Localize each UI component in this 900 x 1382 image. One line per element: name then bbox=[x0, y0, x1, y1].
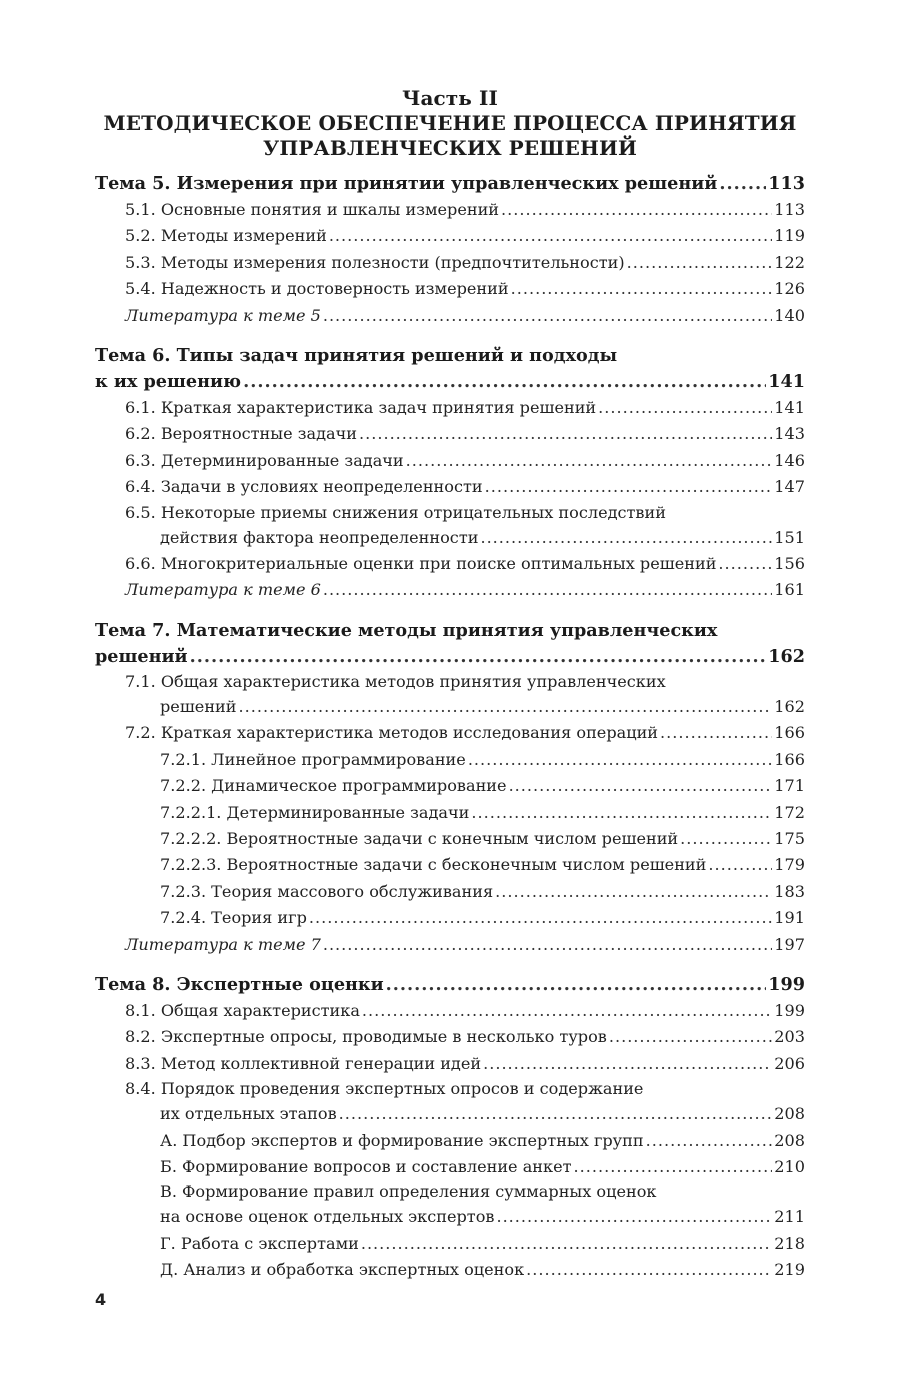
toc-topic-block bbox=[95, 972, 805, 1284]
toc-section-entry-text: 5.4. Надежность и достоверность измерений bbox=[125, 279, 509, 299]
toc-subsection-entry-page: 179 bbox=[774, 855, 805, 875]
toc-section-entry-page: 166 bbox=[774, 723, 805, 743]
toc-topic-heading-text: Тема 5. Измерения при принятии управленческих решений bbox=[95, 173, 718, 194]
toc-section-entry[interactable] bbox=[95, 421, 805, 447]
toc-section-entry-text: 6.1. Краткая характеристика задач принятия решений bbox=[125, 398, 597, 418]
toc-section-entry-text: 5.3. Методы измерения полезности (предпочтительности) bbox=[125, 252, 625, 272]
toc-subsection-entry[interactable] bbox=[95, 1231, 805, 1257]
dot-leader bbox=[627, 250, 773, 276]
toc-section-entry-text: 8.4. Порядок проведения экспертных опросов и содержание bbox=[125, 1079, 644, 1099]
toc-topic-heading[interactable] bbox=[95, 618, 805, 670]
toc-section-entry-page: 113 bbox=[774, 200, 805, 219]
dot-leader bbox=[329, 223, 772, 249]
toc-section-entry[interactable] bbox=[95, 1051, 805, 1077]
toc-section-entry-text: 5.2. Методы измерений bbox=[125, 226, 327, 246]
toc-section-entry-page: 162 bbox=[774, 696, 805, 716]
dot-leader bbox=[609, 1024, 772, 1050]
toc-section-entry[interactable] bbox=[95, 1024, 805, 1050]
toc-section-entry-page: 156 bbox=[774, 554, 805, 574]
toc-subsection-entry-text: Д. Анализ и обработка экспертных оценок bbox=[160, 1260, 525, 1280]
toc-literature-entry-page: 161 bbox=[774, 580, 805, 600]
toc-section-entry[interactable] bbox=[95, 223, 805, 249]
dot-leader bbox=[480, 525, 772, 551]
dot-leader bbox=[718, 551, 772, 577]
toc-section-entry-text: их отдельных этапов bbox=[160, 1104, 337, 1124]
toc-section-entry-text: 6.3. Детерминированные задачи bbox=[125, 450, 404, 470]
toc-subsection-entry[interactable] bbox=[95, 747, 805, 773]
toc-subsection-entry-text: 7.2.1. Линейное программирование bbox=[160, 749, 466, 769]
toc-section-entry[interactable] bbox=[95, 448, 805, 474]
dot-leader bbox=[719, 171, 766, 197]
toc-section-entry[interactable] bbox=[95, 1077, 805, 1127]
toc-section-entry-text: 6.6. Многокритериальные оценки при поиске оптимальных решений bbox=[125, 554, 717, 574]
table-of-contents bbox=[95, 171, 805, 1284]
toc-literature-entry[interactable] bbox=[95, 577, 805, 603]
dot-leader bbox=[680, 826, 772, 852]
dot-leader bbox=[323, 932, 772, 958]
dot-leader bbox=[406, 448, 773, 474]
toc-section-entry-text: 6.5. Некоторые приемы снижения отрицательных последствий bbox=[125, 502, 666, 522]
toc-subsection-entry-text: 7.2.2.1. Детерминированные задачи bbox=[160, 802, 470, 822]
toc-section-entry[interactable] bbox=[95, 474, 805, 500]
toc-literature-entry-text: Литература к теме 6 bbox=[125, 580, 321, 600]
toc-section-entry-page: 146 bbox=[774, 450, 805, 470]
toc-section-entry[interactable] bbox=[95, 551, 805, 577]
dot-leader bbox=[574, 1154, 773, 1180]
toc-subsection-entry-page: 171 bbox=[774, 776, 805, 796]
toc-subsection-entry[interactable] bbox=[95, 879, 805, 905]
toc-subsection-entry[interactable] bbox=[95, 773, 805, 799]
toc-literature-entry-text: Литература к теме 7 bbox=[125, 934, 321, 954]
toc-section-entry-page: 147 bbox=[774, 477, 805, 497]
toc-topic-heading[interactable] bbox=[95, 171, 805, 197]
toc-topic-heading-text: Тема 6. Типы задач принятия решений и подходы bbox=[95, 345, 618, 367]
toc-section-entry-text: 8.1. Общая характеристика bbox=[125, 1000, 360, 1020]
toc-subsection-entry-page: 219 bbox=[774, 1260, 805, 1280]
toc-subsection-entry[interactable] bbox=[95, 1180, 805, 1230]
toc-section-entry[interactable] bbox=[95, 501, 805, 551]
toc-subsection-entry-text: Б. Формирование вопросов и составление анкет bbox=[160, 1156, 572, 1176]
toc-section-entry-page: 206 bbox=[774, 1053, 805, 1073]
toc-section-entry-page: 119 bbox=[774, 226, 805, 246]
toc-subsection-entry[interactable] bbox=[95, 1154, 805, 1180]
part-label: Часть II bbox=[402, 86, 498, 110]
dot-leader bbox=[483, 1051, 772, 1077]
toc-subsection-entry-text: 7.2.2.3. Вероятностные задачи с бесконечным числом решений bbox=[160, 855, 707, 875]
toc-subsection-entry[interactable] bbox=[95, 852, 805, 878]
toc-section-entry-page: 143 bbox=[774, 424, 805, 444]
toc-subsection-entry-page: 175 bbox=[774, 828, 805, 848]
toc-section-entry-text: 8.3. Метод коллективной генерации идей bbox=[125, 1053, 482, 1073]
toc-section-entry-page: 122 bbox=[774, 252, 805, 272]
dot-leader bbox=[309, 905, 772, 931]
part-title-line-1: МЕТОДИЧЕСКОЕ ОБЕСПЕЧЕНИЕ ПРОЦЕССА ПРИНЯТИЯ bbox=[103, 111, 797, 135]
dot-leader bbox=[598, 395, 772, 421]
toc-subsection-entry-page: 166 bbox=[774, 749, 805, 769]
toc-topic-heading-text: Тема 7. Математические методы принятия управленческих bbox=[95, 619, 718, 641]
dot-leader bbox=[660, 720, 772, 746]
toc-section-entry[interactable] bbox=[95, 670, 805, 720]
toc-literature-entry[interactable] bbox=[95, 932, 805, 958]
toc-subsection-entry-text: Г. Работа с экспертами bbox=[160, 1233, 359, 1253]
toc-section-entry[interactable] bbox=[95, 395, 805, 421]
toc-section-entry[interactable] bbox=[95, 197, 805, 223]
dot-leader bbox=[386, 972, 767, 998]
toc-subsection-entry-text: А. Подбор экспертов и формирование экспертных групп bbox=[160, 1130, 644, 1150]
toc-section-entry-text: 6.2. Вероятностные задачи bbox=[125, 424, 357, 444]
dot-leader bbox=[496, 1204, 772, 1230]
toc-topic-heading-page: 141 bbox=[768, 371, 805, 393]
toc-section-entry-text: действия фактора неопределенности bbox=[160, 527, 479, 547]
dot-leader bbox=[511, 276, 773, 302]
toc-topic-heading-page: 199 bbox=[768, 973, 805, 995]
toc-topic-heading[interactable] bbox=[95, 343, 805, 395]
toc-topic-heading-text: к их решению bbox=[95, 371, 242, 393]
toc-section-entry-page: 199 bbox=[774, 1000, 805, 1020]
toc-literature-entry-page: 197 bbox=[774, 934, 805, 954]
toc-topic-heading-text: Тема 8. Экспертные оценки bbox=[95, 973, 384, 995]
dot-leader bbox=[708, 852, 772, 878]
toc-literature-entry-page: 140 bbox=[774, 305, 805, 325]
toc-subsection-entry-page: 208 bbox=[774, 1130, 805, 1150]
toc-section-entry-text: 7.2. Краткая характеристика методов исследования операций bbox=[125, 723, 659, 743]
toc-subsection-entry-text: на основе оценок отдельных экспертов bbox=[160, 1207, 495, 1227]
toc-subsection-entry-text: 7.2.2.2. Вероятностные задачи с конечным числом решений bbox=[160, 828, 679, 848]
toc-subsection-entry-page: 191 bbox=[774, 908, 805, 928]
dot-leader bbox=[361, 1231, 772, 1257]
toc-subsection-entry[interactable] bbox=[95, 1257, 805, 1283]
toc-subsection-entry-page: 183 bbox=[774, 881, 805, 901]
toc-section-entry-page: 208 bbox=[774, 1104, 805, 1124]
toc-topic-block bbox=[95, 343, 805, 604]
toc-subsection-entry-text: 7.2.3. Теория массового обслуживания bbox=[160, 881, 494, 901]
dot-leader bbox=[485, 474, 773, 500]
toc-subsection-entry-text: В. Формирование правил определения суммарных оценок bbox=[160, 1182, 657, 1202]
toc-subsection-entry-page: 218 bbox=[774, 1233, 805, 1253]
toc-subsection-entry[interactable] bbox=[95, 826, 805, 852]
toc-section-entry-text: 8.2. Экспертные опросы, проводимые в несколько туров bbox=[125, 1027, 607, 1047]
toc-subsection-entry[interactable] bbox=[95, 905, 805, 931]
toc-section-entry[interactable] bbox=[95, 276, 805, 302]
toc-section-entry-page: 141 bbox=[774, 398, 805, 418]
toc-section-entry-page: 126 bbox=[774, 279, 805, 299]
toc-topic-block bbox=[95, 171, 805, 329]
toc-subsection-entry-page: 210 bbox=[774, 1156, 805, 1176]
toc-topic-heading-text: решений bbox=[95, 645, 188, 667]
dot-leader bbox=[323, 303, 772, 329]
toc-section-entry-text: 7.1. Общая характеристика методов принятия управленческих bbox=[125, 671, 666, 691]
toc-subsection-entry-page: 211 bbox=[774, 1207, 805, 1227]
dot-leader bbox=[501, 197, 772, 223]
toc-literature-entry-text: Литература к теме 5 bbox=[125, 305, 321, 325]
dot-leader bbox=[646, 1128, 773, 1154]
toc-subsection-entry[interactable] bbox=[95, 800, 805, 826]
toc-section-entry-page: 203 bbox=[774, 1027, 805, 1047]
toc-topic-block bbox=[95, 618, 805, 958]
toc-section-entry-text: решений bbox=[160, 696, 237, 716]
toc-subsection-entry[interactable] bbox=[95, 1128, 805, 1154]
toc-section-entry-text: 5.1. Основные понятия и шкалы измерений bbox=[125, 200, 500, 219]
part-title-line-2: УПРАВЛЕНЧЕСКИХ РЕШЕНИЙ bbox=[263, 136, 637, 160]
dot-leader bbox=[495, 879, 772, 905]
toc-section-entry[interactable] bbox=[95, 998, 805, 1024]
toc-topic-heading-page: 113 bbox=[768, 173, 805, 194]
dot-leader bbox=[526, 1257, 772, 1283]
toc-section-entry[interactable] bbox=[95, 720, 805, 746]
toc-subsection-entry-page: 172 bbox=[774, 802, 805, 822]
toc-literature-entry[interactable] bbox=[95, 303, 805, 329]
dot-leader bbox=[359, 421, 772, 447]
dot-leader bbox=[323, 577, 772, 603]
page-number: 4 bbox=[95, 1290, 107, 1309]
toc-subsection-entry-text: 7.2.2. Динамическое программирование bbox=[160, 776, 507, 796]
dot-leader bbox=[471, 800, 772, 826]
dot-leader bbox=[239, 694, 773, 720]
dot-leader bbox=[468, 747, 772, 773]
dot-leader bbox=[243, 369, 766, 395]
toc-section-entry-text: 6.4. Задачи в условиях неопределенности bbox=[125, 477, 483, 497]
dot-leader bbox=[190, 644, 767, 670]
toc-topic-heading[interactable] bbox=[95, 972, 805, 998]
toc-section-entry[interactable] bbox=[95, 250, 805, 276]
dot-leader bbox=[509, 773, 773, 799]
toc-section-entry-page: 151 bbox=[774, 527, 805, 547]
toc-topic-heading-page: 162 bbox=[768, 645, 805, 667]
dot-leader bbox=[362, 998, 772, 1024]
toc-subsection-entry-text: 7.2.4. Теория игр bbox=[160, 908, 307, 928]
dot-leader bbox=[339, 1101, 773, 1127]
